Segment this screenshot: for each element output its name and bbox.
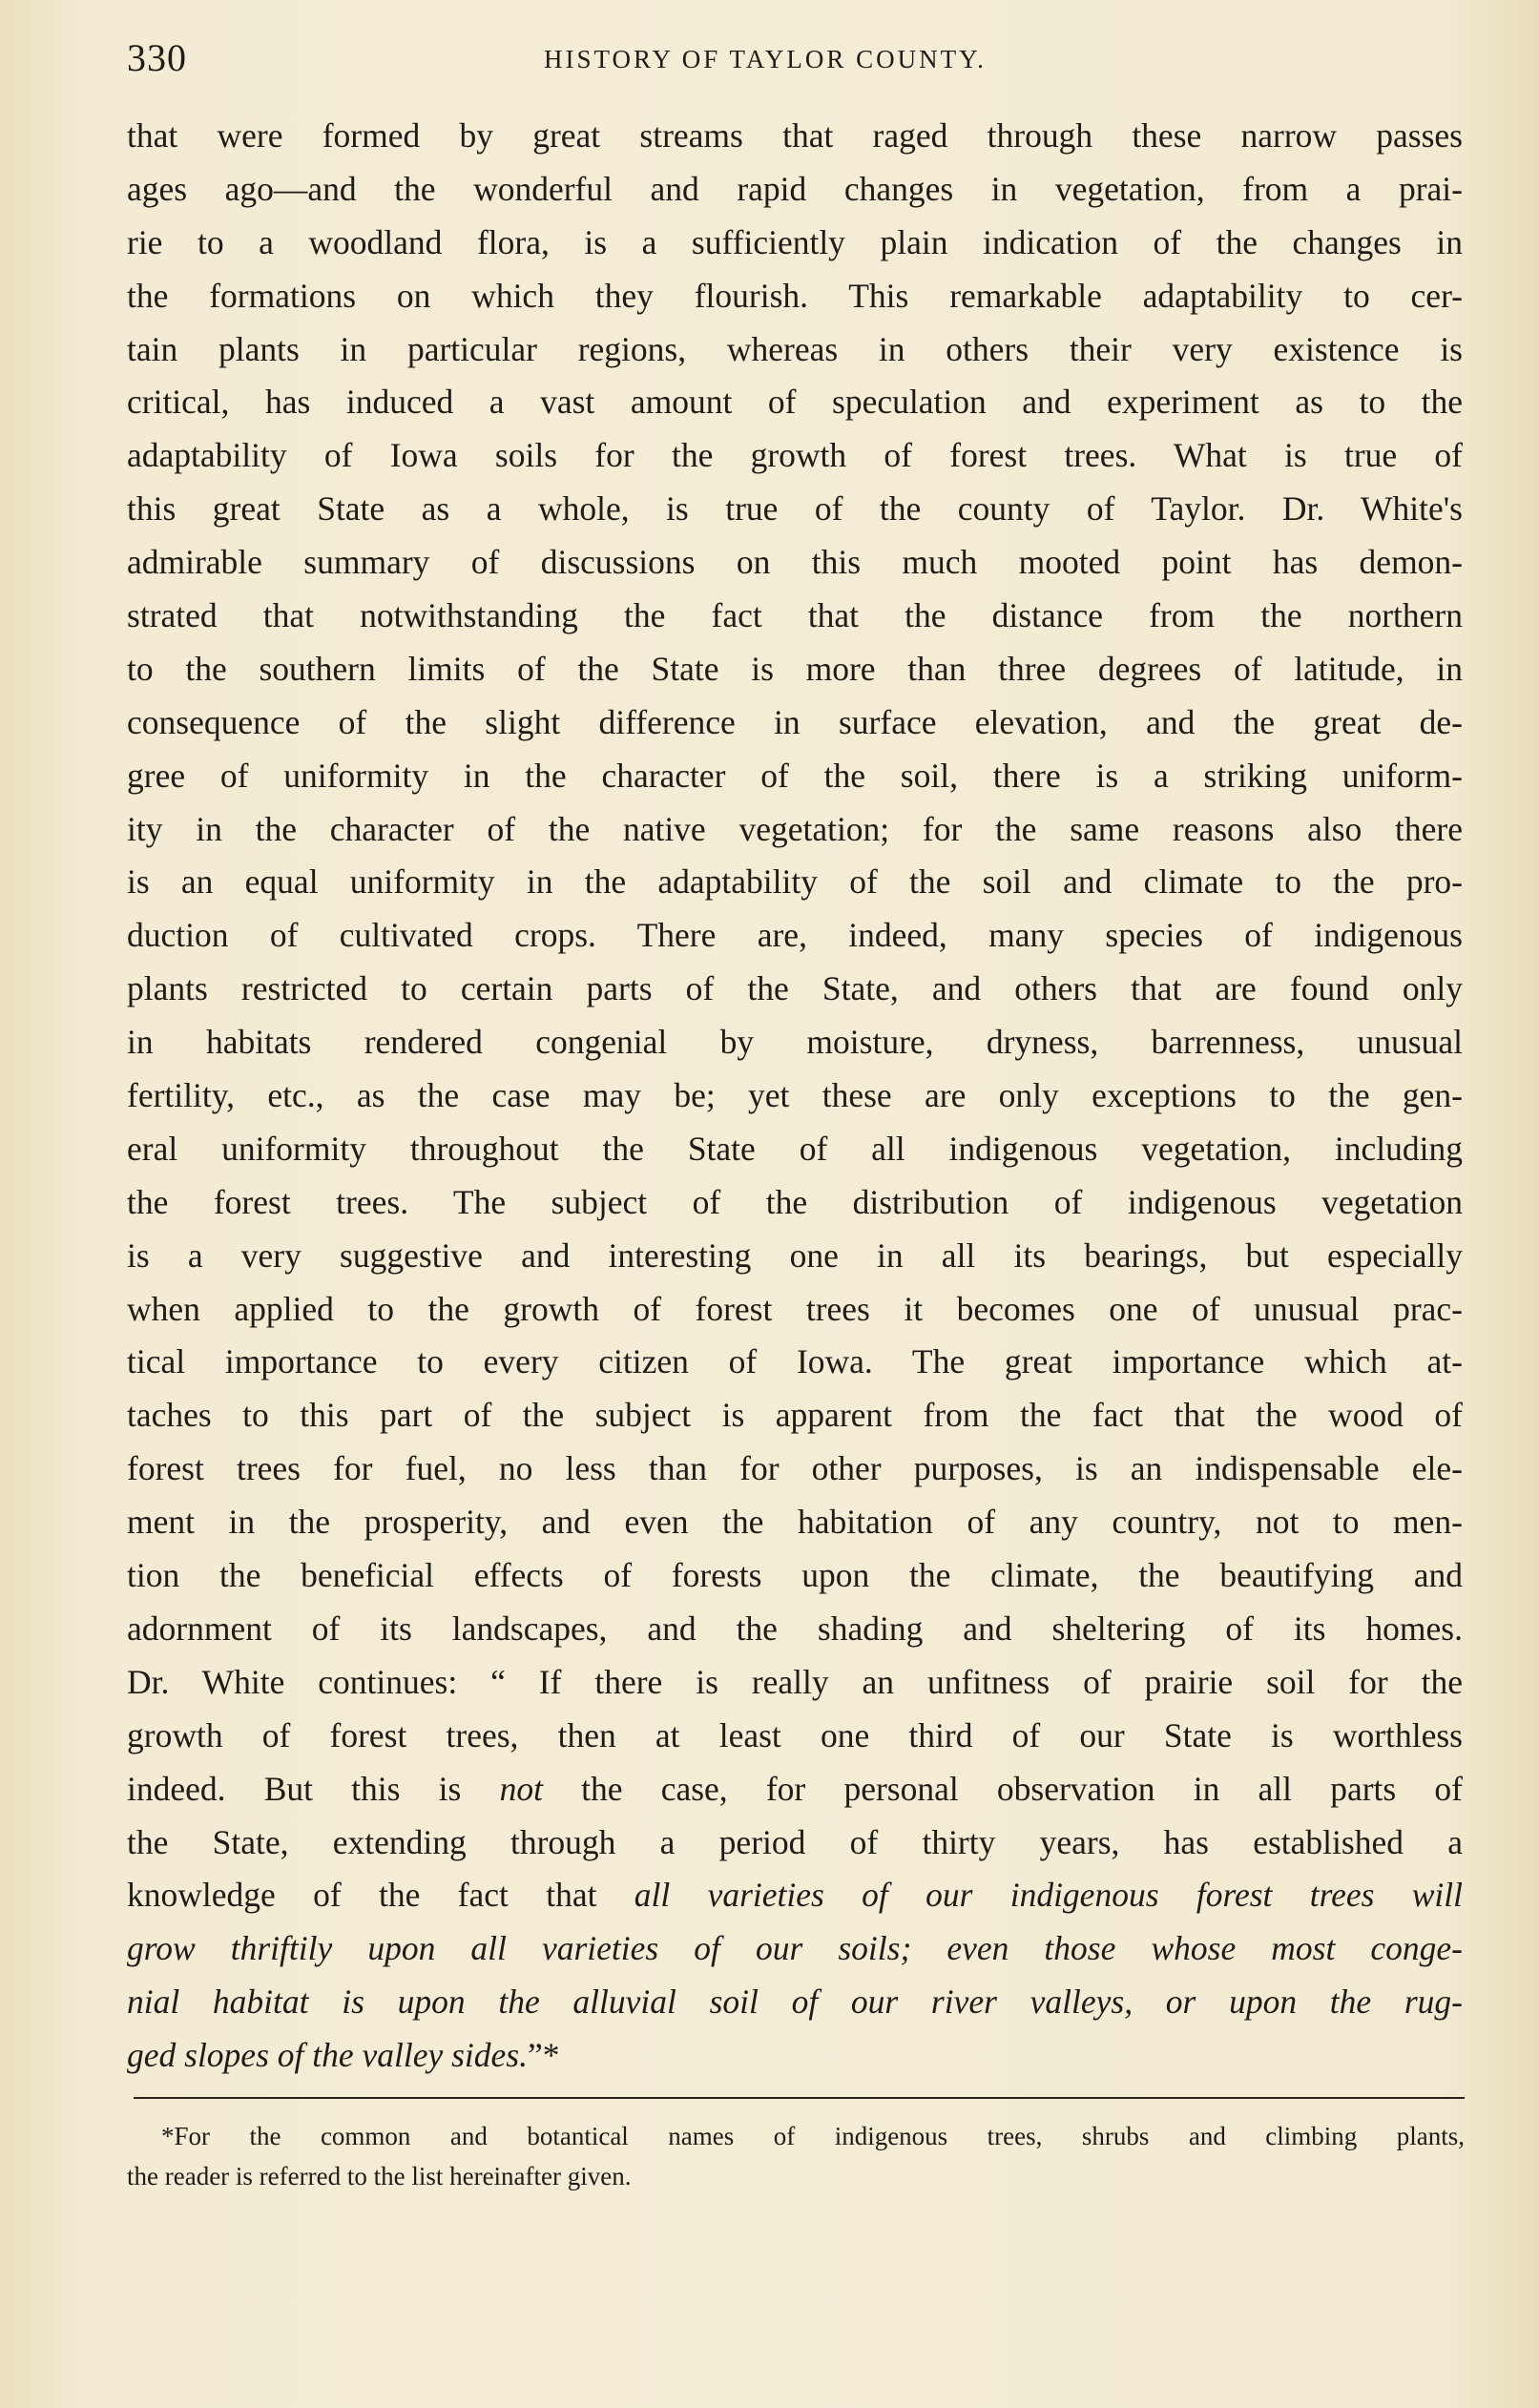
text-line (127, 1710, 1463, 1763)
text-segment: tion the beneficial effects of forests upon the climate, the beautifying and (127, 1556, 1463, 1595)
text-line (127, 696, 1463, 750)
text-line (127, 803, 1463, 857)
italic-text: nial habitat is upon the alluvial soil of our river valleys, or upon the rug- (127, 1982, 1463, 2022)
text-segment: adornment of its landscapes, and the shading and sheltering of its homes. (127, 1609, 1463, 1648)
text-segment: when applied to the growth of forest trees it becomes one of unusual prac- (127, 1289, 1463, 1328)
text-line (127, 1123, 1463, 1176)
text-segment: gree of uniformity in the character of the soil, there is a striking uniform- (127, 756, 1463, 795)
text-segment: the formations on which they flourish. This remarkable adaptability to cer- (127, 276, 1463, 315)
text-line (127, 909, 1463, 963)
text-segment: forest trees for fuel, no less than for other purposes, is an indispensable ele- (127, 1449, 1463, 1488)
text-segment: is a very suggestive and interesting one in all its bearings, but especially (127, 1235, 1463, 1275)
text-line (127, 1016, 1463, 1069)
italic-text: ged slopes of the valley sides. (127, 2036, 528, 2075)
text-line (127, 217, 1463, 270)
text-line (127, 1176, 1463, 1230)
text-line (127, 270, 1463, 323)
text-segment: consequence of the slight difference in surface elevation, and the great de- (127, 702, 1463, 741)
text-segment: plants restricted to certain parts of the State, and others that are found only (127, 969, 1463, 1008)
text-segment: adaptability of Iowa soils for the growth of forest trees. What is true of (127, 436, 1463, 475)
footnote-line: *For the common and botantical names of indigenous trees, shrubs and climbing plants, (161, 2122, 1465, 2150)
footnote-divider (134, 2097, 1465, 2099)
text-line (127, 1656, 1463, 1710)
text-line (127, 376, 1463, 429)
text-segment: that were formed by great streams that raged through these narrow passes (127, 116, 1463, 155)
text-line (127, 590, 1463, 643)
text-segment: eral uniformity throughout the State of all indigenous vegetation, including (127, 1129, 1463, 1168)
text-line (127, 750, 1463, 803)
italic-text: not (499, 1769, 543, 1808)
text-segment: ity in the character of the native vegetation; for the same reasons also there (127, 809, 1463, 848)
running-head: HISTORY OF TAYLOR COUNTY. (544, 45, 987, 73)
text-segment: tical importance to every citizen of Iowa. The great importance which at- (127, 1342, 1463, 1381)
text-line (127, 856, 1463, 909)
text-line (127, 163, 1463, 217)
text-line (127, 1496, 1463, 1549)
text-segment: fertility, etc., as the case may be; yet these are only exceptions to the gen- (127, 1076, 1463, 1115)
text-segment: is an equal uniformity in the adaptability of the soil and climate to the pro- (127, 862, 1463, 902)
text-line (127, 1922, 1463, 1976)
text-segment: knowledge of the fact that (127, 1876, 634, 1915)
text-line (127, 323, 1463, 377)
text-line (127, 483, 1463, 536)
text-segment: critical, has induced a vast amount of speculation and experiment as to the (127, 383, 1463, 422)
text-line (127, 963, 1463, 1016)
page-header (127, 32, 1463, 90)
footnote (127, 2116, 1465, 2196)
text-segment: this great State as a whole, is true of the county of Taylor. Dr. White's (127, 489, 1463, 529)
text-line (127, 1336, 1463, 1389)
text-line (127, 536, 1463, 590)
text-line (127, 1869, 1463, 1922)
text-segment: ages ago—and the wonderful and rapid changes in vegetation, from a prai- (127, 169, 1463, 208)
italic-text: grow thriftily upon all varieties of our soils; even those whose most conge- (127, 1929, 1463, 1968)
text-segment: tain plants in particular regions, whereas in others their very existence is (127, 329, 1463, 368)
italic-text: all varieties of our indigenous forest trees will (634, 1876, 1463, 1915)
text-line (127, 1549, 1463, 1603)
page-number: 330 (127, 36, 187, 79)
text-segment: strated that notwithstanding the fact that the distance from the northern (127, 596, 1463, 635)
text-line (127, 1443, 1463, 1496)
text-line (127, 1389, 1463, 1443)
text-segment: duction of cultivated crops. There are, indeed, many species of indigenous (127, 916, 1463, 955)
text-line (127, 1763, 1463, 1816)
text-line (127, 1230, 1463, 1283)
text-segment: growth of forest trees, then at least one third of our State is worthless (127, 1715, 1463, 1754)
text-segment: the State, extending through a period of thirty years, has established a (127, 1822, 1463, 1861)
text-line (127, 1816, 1463, 1870)
text-segment: taches to this part of the subject is apparent from the fact that the wood of (127, 1396, 1463, 1435)
text-line (127, 1603, 1463, 1656)
text-line (127, 1976, 1463, 2029)
text-line (127, 643, 1463, 696)
text-segment: to the southern limits of the State is more than three degrees of latitude, in (127, 649, 1463, 688)
text-segment: ment in the prosperity, and even the habitation of any country, not to men- (127, 1503, 1463, 1542)
text-segment: ”* (528, 2036, 560, 2075)
footnote-line: the reader is referred to the list hereinafter given. (127, 2162, 632, 2190)
text-line (127, 2029, 1463, 2083)
text-segment: indeed. But this is (127, 1769, 500, 1808)
body-paragraph (127, 110, 1463, 2083)
text-line (127, 429, 1463, 483)
text-segment: the forest trees. The subject of the distribution of indigenous vegetation (127, 1182, 1463, 1221)
text-segment: admirable summary of discussions on this much mooted point has demon- (127, 543, 1463, 582)
text-line (127, 1283, 1463, 1337)
text-segment: rie to a woodland flora, is a sufficiently plain indication of the changes in (127, 222, 1463, 261)
text-segment: the case, for personal observation in all parts of (542, 1769, 1463, 1808)
text-line (127, 1069, 1463, 1123)
text-segment: in habitats rendered congenial by moisture, dryness, barrenness, unusual (127, 1023, 1463, 1062)
text-segment: Dr. White continues: “ If there is really an unfitness of prairie soil for the (127, 1662, 1463, 1701)
text-line (127, 110, 1463, 163)
